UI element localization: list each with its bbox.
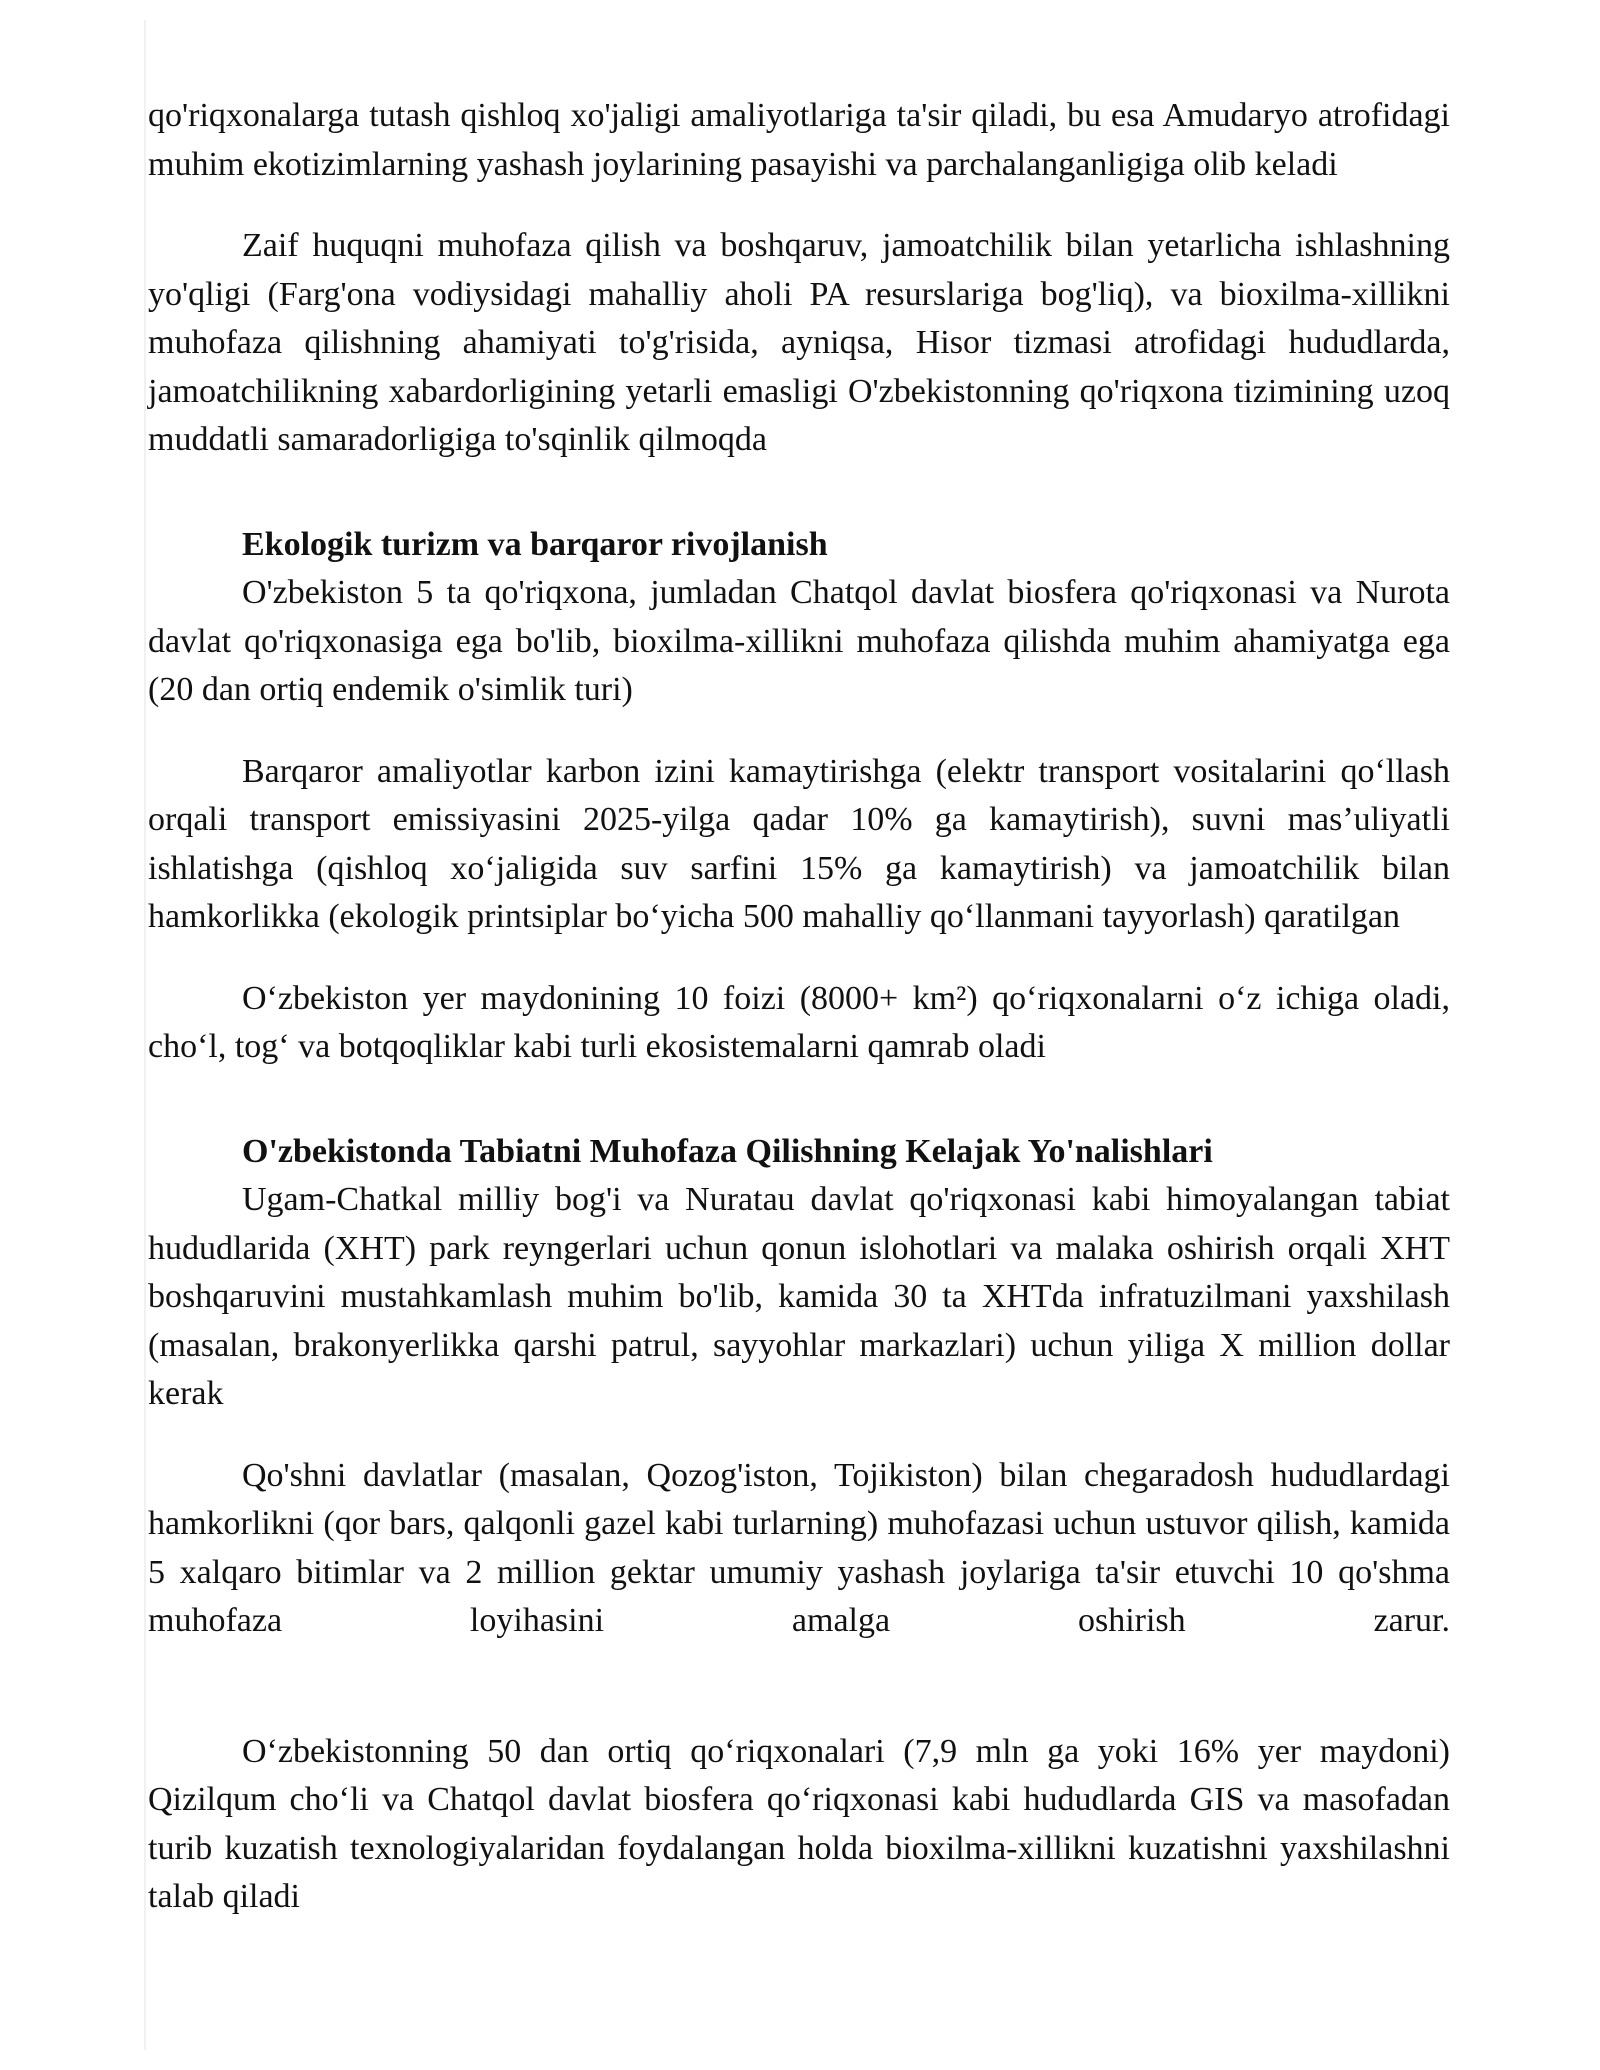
- paragraph-spacer: [148, 1419, 1450, 1452]
- paragraph-spacer: [148, 942, 1450, 975]
- paragraph-reserve-impact: qo'riqxonalarga tutash qishloq xo'jaligi amaliyotlariga ta'sir qiladi, bu esa Amudaryo atrofidagi muhim ekotizimlarning yashash joylarining pasayishi va parchalanganligiga olib keladi: [148, 97, 1450, 183]
- paragraph-cross-border-cooperation: Qo'shni davlatlar (masalan, Qozog'iston, Tojikiston) bilan chegaradosh hududlardagi hamkorlikni (qor bars, qalqonli gazel kabi turlarning) muhofazasi uchun ustuvor qilish, kamida 5 xalqaro bitimlar va 2 million gektar umumiy yashash joylariga ta'sir etuvchi 10 qo'shma muhofaza loyihasini amalga oshirish zarur.: [148, 1456, 1450, 1639]
- paragraph-reserves-count: O'zbekiston 5 ta qo'riqxona, jumladan Chatqol davlat biosfera qo'riqxonasi va Nurota davlat qo'riqxonasiga ega bo'lib, bioxilma-xillikni muhofaza qilishda muhim ahamiyatga ega (20 dan ortiq endemik o'simlik turi): [148, 574, 1450, 708]
- section-spacer: [148, 1072, 1450, 1128]
- paragraph-spacer: [148, 189, 1450, 222]
- section-heading-ecotourism: Ekologik turizm va barqaror rivojlanish: [242, 525, 828, 563]
- paragraph-spacer: [148, 715, 1450, 748]
- document-body: [148, 92, 1450, 1922]
- page-margin-line: [144, 20, 146, 2050]
- paragraph-land-area: O‘zbekiston yer maydonining 10 foizi (8000+ km²) qo‘riqxonalarni o‘z ichiga oladi, cho‘l, tog‘ va botqoqliklar kabi turli ekosistemalarni qamrab oladi: [148, 979, 1450, 1065]
- paragraph-spacer-large: [148, 1646, 1450, 1728]
- paragraph-pa-management: Ugam-Chatkal milliy bog'i va Nuratau davlat qo'riqxonasi kabi himoyalangan tabiat hududlarida (XHT) park reyngerlari uchun qonun islohotlari va malaka oshirish orqali XHT boshqaruvini mustahkamlash muhim bo'lib, kamida 30 ta XHTda infratuzilmani yaxshilash (masalan, brakonyerlikka qarshi patrul, sayyohlar markazlari) uchun yiliga X million dollar kerak: [148, 1181, 1450, 1412]
- section-heading-future-directions: O'zbekistonda Tabiatni Muhofaza Qilishning Kelajak Yo'nalishlari: [242, 1132, 1213, 1170]
- paragraph-biodiversity-monitoring: O‘zbekistonning 50 dan ortiq qo‘riqxonalari (7,9 mln ga yoki 16% yer maydoni) Qizilqum cho‘li va Chatqol davlat biosfera qo‘riqxonasi kabi hududlarda GIS va masofadan turib kuzatish texnologiyalaridan foydalangan holda bioxilma-xillikni kuzatishni yaxshilashni talab qiladi: [148, 1732, 1450, 1915]
- paragraph-weak-governance: Zaif huquqni muhofaza qilish va boshqaruv, jamoatchilik bilan yetarlicha ishlashning yo'qligi (Farg'ona vodiysidagi mahalliy aholi PA resurslariga bog'liq), va bioxilma-xillikni muhofaza qilishning ahamiyati to'g'risida, ayniqsa, Hisor tizmasi atrofidagi hududlarda, jamoatchilikning xabardorligining yetarli emasligi O'zbekistonning qo'riqxona tizimining uzoq muddatli samaradorligiga to'sqinlik qilmoqda: [148, 227, 1450, 458]
- paragraph-sustainable-practices: Barqaror amaliyotlar karbon izini kamaytirishga (elektr transport vositalarini qo‘llash orqali transport emissiyasini 2025-yilga qadar 10% ga kamaytirish), suvni mas’uliyatli ishlatishga (qishloq xo‘jaligida suv sarfini 15% ga kamaytirish) va jamoatchilik bilan hamkorlikka (ekologik printsiplar bo‘yicha 500 mahalliy qo‘llanmani tayyorlash) qaratilgan: [148, 752, 1450, 935]
- section-spacer: [148, 465, 1450, 521]
